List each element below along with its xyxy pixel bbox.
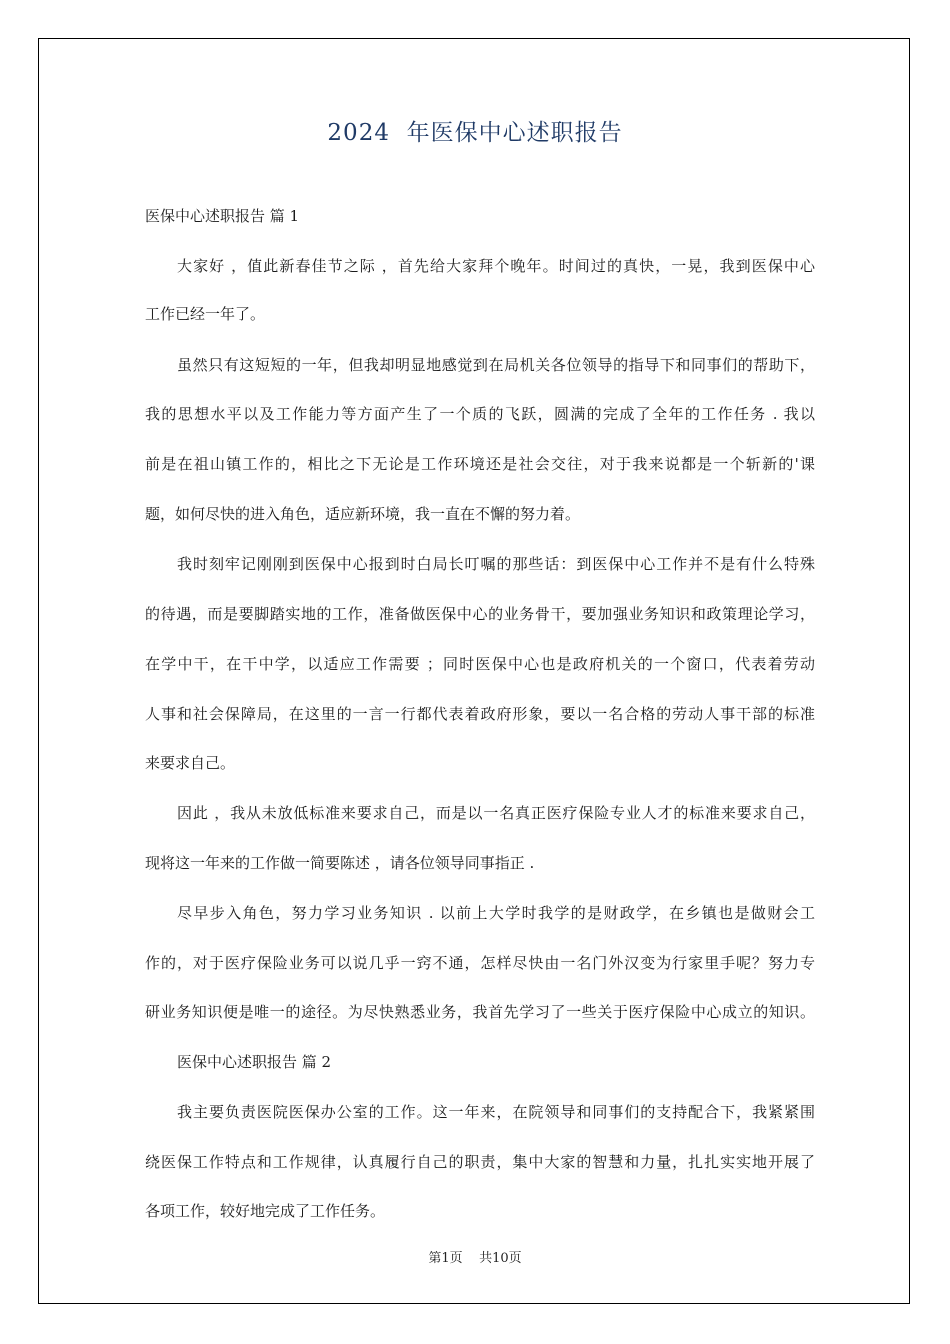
paragraph-line: 题，如何尽快的进入角色，适应新环境，我一直在不懈的努力着。 — [145, 505, 581, 523]
paragraph-line: 大家好 ，值此新春佳节之际 ，首先给大家拜个晚年。时间过的真快，一晃，我到医保中心 — [177, 257, 815, 275]
paragraph-line: 绕医保工作特点和工作规律，认真履行自己的职责，集中大家的智慧和力量，扎扎实实地开展了 — [145, 1153, 815, 1171]
paragraph-line: 在学中干，在干中学，以适应工作需要 ；同时医保中心也是政府机关的一个窗口，代表着劳动 — [145, 655, 815, 673]
paragraph-line: 研业务知识便是唯一的途径。为尽快熟悉业务，我首先学习了一些关于医疗保险中心成立的知识。 — [145, 1003, 815, 1021]
paragraph-line: 尽早步入角色，努力学习业务知识 . 以前上大学时我学的是财政学，在乡镇也是做财会工 — [177, 904, 815, 922]
paragraph-line: 虽然只有这短短的一年，但我却明显地感觉到在局机关各位领导的指导下和同事们的帮助下， — [177, 356, 815, 374]
paragraph-line: 各项工作，较好地完成了工作任务。 — [145, 1202, 386, 1220]
paragraph-line: 因此 ，我从未放低标准来要求自己，而是以一名真正医疗保险专业人才的标准来要求自己， — [177, 804, 815, 822]
paragraph-line: 工作已经一年了。 — [145, 305, 266, 323]
page-number: 第1页 共10页 — [428, 1251, 522, 1266]
paragraph-line: 人事和社会保障局，在这里的一言一行都代表着政府形象，要以一名合格的劳动人事干部的标准 — [145, 705, 815, 723]
section-heading-2: 医保中心述职报告 篇 2 — [177, 1053, 332, 1071]
document-title: 2024 年医保中心述职报告 — [327, 120, 623, 146]
paragraph-line: 我时刻牢记刚刚到医保中心报到时白局长叮嘱的那些话：到医保中心工作并不是有什么特殊 — [177, 555, 815, 573]
paragraph-line: 前是在祖山镇工作的，相比之下无论是工作环境还是社会交往，对于我来说都是一个斩新的'课 — [145, 455, 815, 473]
section-heading-1: 医保中心述职报告 篇 1 — [145, 207, 300, 225]
paragraph-line: 来要求自己。 — [145, 754, 236, 772]
paragraph-line: 现将这一年来的工作做一简要陈述 ，请各位领导同事指正 . — [145, 854, 535, 872]
paragraph-line: 的待遇，而是要脚踏实地的工作，准备做医保中心的业务骨干，要加强业务知识和政策理论学习， — [145, 605, 815, 623]
paragraph-line: 我的思想水平以及工作能力等方面产生了一个质的飞跃，圆满的完成了全年的工作任务 . 我以 — [145, 405, 815, 423]
paragraph-line: 作的，对于医疗保险业务可以说几乎一窍不通，怎样尽快由一名门外汉变为行家里手呢？努力专 — [145, 954, 815, 972]
paragraph-line: 我主要负责医院医保办公室的工作。这一年来，在院领导和同事们的支持配合下，我紧紧围 — [177, 1103, 815, 1121]
